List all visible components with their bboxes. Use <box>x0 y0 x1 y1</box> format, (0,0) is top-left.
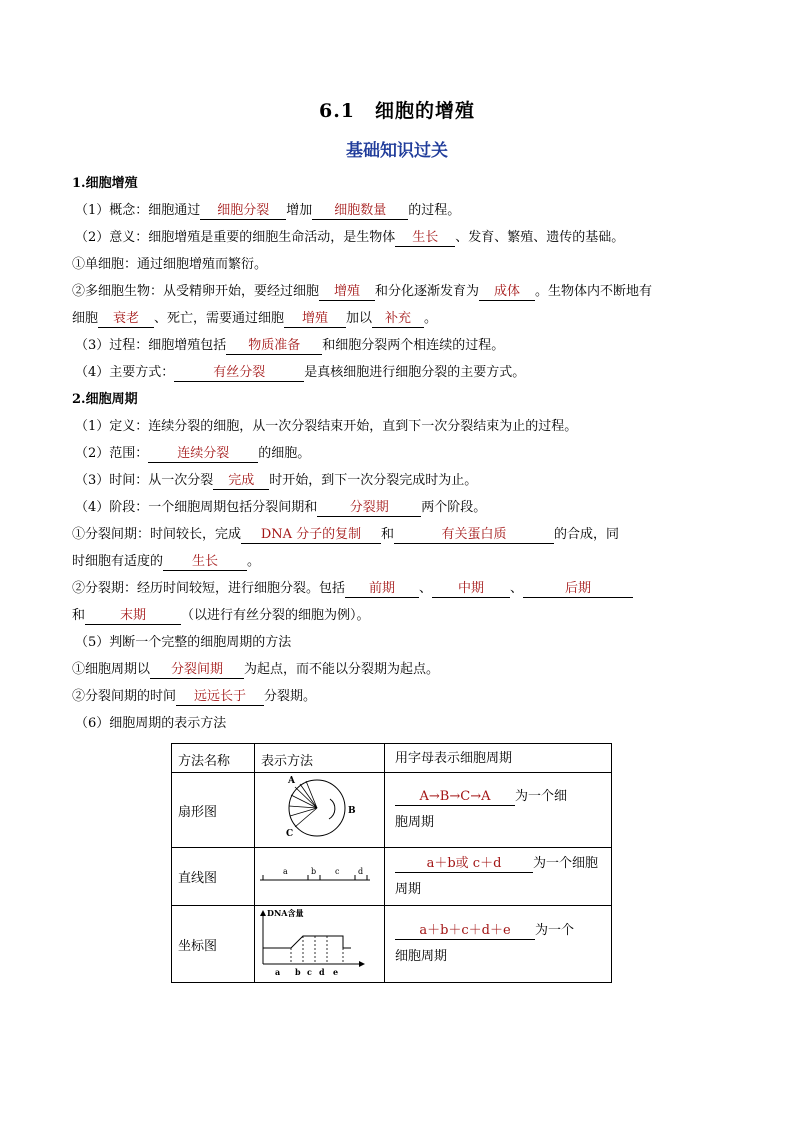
line-time <box>72 467 732 494</box>
text: 增加 <box>286 203 313 218</box>
answer-blank: 连续分裂 <box>148 446 258 463</box>
answer-blank: 末期 <box>85 608 181 625</box>
answer-blank: 成体 <box>479 284 535 301</box>
x-label: d <box>319 967 325 977</box>
y-axis-label: DNA含量 <box>267 908 304 918</box>
text: （以进行有丝分裂的细胞为例）。 <box>181 608 370 623</box>
line-interphase-1 <box>72 521 732 548</box>
line-stage <box>72 494 732 521</box>
text: ②分裂期：经历时间较短，进行细胞分裂。包括 <box>72 581 346 596</box>
line-representation: （6）细胞周期的表示方法 <box>75 716 227 731</box>
answer-cell <box>385 848 612 906</box>
method-name: 直线图 <box>172 848 255 906</box>
cell-cycle-table <box>171 743 612 983</box>
table-row <box>172 848 612 906</box>
answer-blank: 增殖 <box>319 284 375 301</box>
text: （4）主要方式： <box>75 365 175 380</box>
answer-blank: 分裂间期 <box>150 662 244 679</box>
text: （4）阶段：一个细胞周期包括分裂间期和 <box>75 500 318 515</box>
line-label: b <box>311 867 317 876</box>
text: 的合成，同 <box>554 527 620 542</box>
line-label: c <box>335 867 340 876</box>
text: 为一个 <box>535 923 575 938</box>
text: 细胞周期 <box>395 949 448 964</box>
table-row <box>172 906 612 983</box>
answer-cell <box>385 906 612 983</box>
text: 和 <box>72 608 86 623</box>
answer-blank: 有丝分裂 <box>174 365 304 382</box>
table-header: 用字母表示细胞周期 <box>385 744 612 773</box>
answer-blank: 生长 <box>395 230 455 247</box>
answer-blank: 衰老 <box>98 311 154 328</box>
answer-blank: 物质准备 <box>226 338 322 355</box>
line-mode <box>72 359 732 386</box>
page-title: 6.1 细胞的增殖 <box>318 100 476 122</box>
text: 时开始，到下一次分裂完成时为止。 <box>269 473 478 488</box>
answer-blank: 远远长于 <box>176 689 264 706</box>
line-meaning <box>72 224 732 251</box>
text: ②多细胞生物：从受精卵开始，要经过细胞 <box>72 284 320 299</box>
line-multicell-2 <box>72 305 732 332</box>
text: 加以 <box>346 311 373 326</box>
text: 和分化逐渐发育为 <box>375 284 480 299</box>
x-label: b <box>295 967 301 977</box>
line-judge-1 <box>72 656 732 683</box>
text: （3）时间：从一次分裂 <box>75 473 214 488</box>
text: 为起点，而不能以分裂期为起点。 <box>244 662 440 677</box>
pie-diagram <box>255 773 378 843</box>
answer-blank: a＋b或 c＋d <box>395 856 533 873</box>
line-judge: （5）判断一个完整的细胞周期的方法 <box>75 635 292 650</box>
table-header-row <box>172 744 612 773</box>
line-interphase-2 <box>72 548 732 575</box>
text: 、发育、繁殖、遗传的基础。 <box>455 230 625 245</box>
answer-blank: A→B→C→A <box>395 789 515 806</box>
line-mitotic-2 <box>72 602 732 629</box>
answer-blank: 补充 <box>372 311 424 328</box>
line-definition: （1）定义：连续分裂的细胞，从一次分裂结束开始，直到下一次分裂结束为止的过程。 <box>75 419 578 434</box>
answer-blank: 细胞数量 <box>312 203 408 220</box>
pie-label: A <box>288 776 295 786</box>
text: ①细胞周期以 <box>72 662 151 677</box>
answer-blank: 中期 <box>432 581 510 598</box>
pie-label: C <box>286 829 294 839</box>
line-label: a <box>283 867 288 876</box>
line-range <box>72 440 732 467</box>
line-multicell-1 <box>72 278 732 305</box>
x-label: c <box>307 967 312 977</box>
answer-blank: 有关蛋白质 <box>394 527 554 544</box>
content <box>72 170 732 737</box>
text: 。生物体内不断地有 <box>535 284 653 299</box>
pie-label: B <box>348 806 356 816</box>
text: 、 <box>510 581 524 596</box>
heading-cell-cycle: 2.细胞周期 <box>72 392 138 407</box>
answer-blank: a＋b＋c＋d＋e <box>395 923 535 940</box>
text: 和细胞分裂两个相连续的过程。 <box>322 338 505 353</box>
text: 胞周期 <box>395 815 435 830</box>
section-subtitle: 基础知识过关 <box>346 141 448 161</box>
answer-cell <box>385 773 612 848</box>
text: 、 <box>419 581 433 596</box>
answer-blank: 增殖 <box>284 311 346 328</box>
table-row <box>172 773 612 848</box>
line-judge-2 <box>72 683 732 710</box>
answer-blank: 完成 <box>213 473 269 490</box>
text: 时细胞有适度的 <box>72 554 164 569</box>
table-header: 表示方法 <box>255 744 385 773</box>
pie-diagram-cell <box>255 773 385 848</box>
answer-blank: 后期 <box>523 581 633 598</box>
line-process <box>72 332 732 359</box>
text: （2）范围： <box>75 446 149 461</box>
answer-blank: 生长 <box>163 554 247 571</box>
text: 是真核细胞进行细胞分裂的主要方式。 <box>304 365 526 380</box>
text: 。 <box>424 311 438 326</box>
answer-blank: 分裂期 <box>317 500 421 517</box>
text: 的细胞。 <box>258 446 311 461</box>
text: 为一个细胞 <box>533 855 599 871</box>
text: 和 <box>381 527 395 542</box>
text: 两个阶段。 <box>421 500 487 515</box>
line-diagram <box>255 848 378 901</box>
text: 、死亡，需要通过细胞 <box>154 311 285 326</box>
method-name: 扇形图 <box>172 773 255 848</box>
text: （1）概念：细胞通过 <box>75 203 201 218</box>
text: （3）过程：细胞增殖包括 <box>75 338 227 353</box>
text: 为一个细 <box>515 789 568 804</box>
text: ①分裂间期：时间较长，完成 <box>72 527 242 542</box>
text: 。 <box>247 554 261 569</box>
line-mitotic-1 <box>72 575 732 602</box>
x-label: a <box>275 967 281 977</box>
line-concept <box>72 197 732 224</box>
answer-blank: DNA 分子的复制 <box>241 527 381 544</box>
text: 细胞 <box>72 311 99 326</box>
answer-blank: 前期 <box>345 581 419 598</box>
text: 分裂期。 <box>264 689 317 704</box>
text: 周期 <box>395 881 422 897</box>
text: （2）意义：细胞增殖是重要的细胞生命活动，是生物体 <box>75 230 396 245</box>
heading-cell-proliferation: 1.细胞增殖 <box>72 176 138 191</box>
line-label: d <box>358 867 364 876</box>
coordinate-diagram-cell <box>255 906 385 983</box>
line-unicell: ①单细胞：通过细胞增殖而繁衍。 <box>72 257 268 272</box>
coordinate-diagram <box>255 906 378 978</box>
method-name: 坐标图 <box>172 906 255 983</box>
answer-blank: 细胞分裂 <box>200 203 286 220</box>
table-header: 方法名称 <box>172 744 255 773</box>
text: 的过程。 <box>408 203 461 218</box>
x-label: e <box>333 967 339 977</box>
text: ②分裂间期的时间 <box>72 689 177 704</box>
line-diagram-cell <box>255 848 385 906</box>
